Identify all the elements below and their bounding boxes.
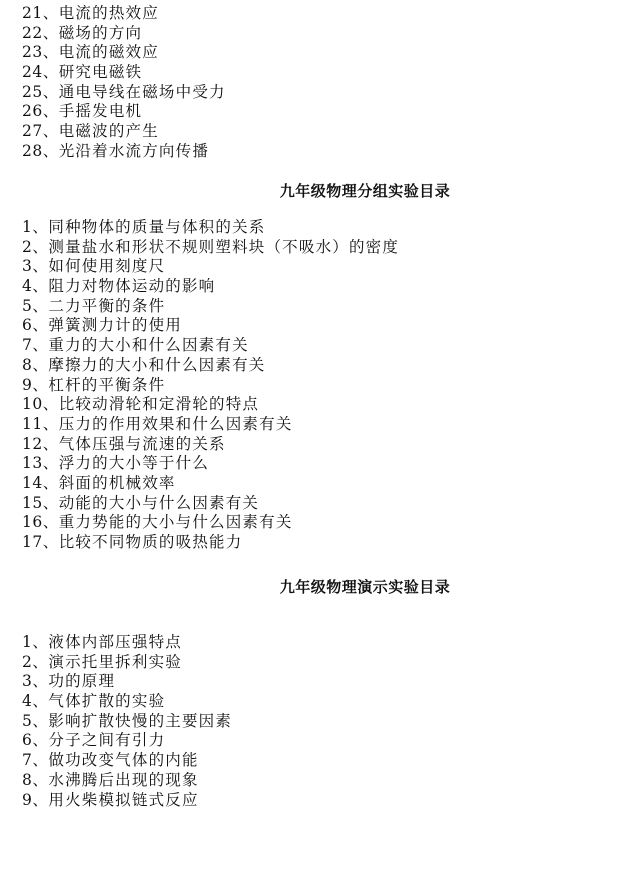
item-text: 气体扩散的实验	[48, 692, 166, 711]
item-number: 7	[22, 336, 33, 355]
list-item	[22, 771, 232, 791]
item-number: 12	[22, 434, 43, 453]
item-text: 光沿着水流方向传播	[58, 141, 210, 160]
item-separator: 、	[32, 770, 50, 789]
item-text: 磁场的方向	[58, 23, 143, 42]
item-separator: 、	[32, 296, 50, 315]
item-text: 浮力的大小等于什么	[58, 454, 210, 473]
item-text: 同种物体的质量与体积的关系	[48, 218, 266, 236]
item-separator: 、	[42, 141, 60, 160]
item-number: 14	[22, 473, 43, 492]
list-item	[22, 257, 399, 277]
list-item	[22, 277, 399, 297]
item-separator: 、	[32, 257, 50, 276]
item-number: 25	[22, 82, 43, 101]
item-text: 重力势能的大小与什么因素有关	[58, 513, 293, 532]
item-separator: 、	[42, 63, 60, 82]
item-separator: 、	[42, 122, 60, 141]
demo-experiments-list	[22, 633, 232, 810]
item-text: 测量盐水和形状不规则塑料块（不吸水）的密度	[48, 237, 400, 256]
item-text: 液体内部压强特点	[48, 633, 182, 651]
item-number: 28	[22, 141, 43, 160]
item-separator: 、	[32, 751, 50, 770]
item-number: 6	[22, 316, 33, 335]
item-separator: 、	[42, 4, 60, 22]
item-separator: 、	[32, 375, 50, 394]
item-number: 6	[22, 731, 33, 750]
list-item	[22, 672, 232, 692]
list-item	[22, 435, 399, 455]
list-item	[22, 376, 399, 396]
item-text: 影响扩散快慢的主要因素	[48, 711, 233, 730]
item-number: 9	[22, 790, 33, 809]
list-item	[22, 43, 226, 63]
list-item	[22, 316, 399, 336]
item-number: 11	[22, 414, 43, 433]
experiment-list-continued	[22, 4, 226, 162]
item-separator: 、	[32, 277, 50, 296]
item-text: 气体压强与流速的关系	[58, 434, 226, 453]
item-number: 2	[22, 237, 33, 256]
item-separator: 、	[32, 355, 50, 374]
item-separator: 、	[42, 102, 60, 121]
item-number: 9	[22, 375, 33, 394]
item-text: 阻力对物体运动的影响	[48, 277, 216, 296]
item-separator: 、	[32, 316, 50, 335]
list-item	[22, 4, 226, 24]
item-text: 重力的大小和什么因素有关	[48, 336, 249, 355]
item-number: 27	[22, 122, 43, 141]
group-experiments-list	[22, 218, 399, 553]
item-separator: 、	[42, 43, 60, 62]
item-text: 压力的作用效果和什么因素有关	[58, 414, 293, 433]
item-text: 手摇发电机	[58, 102, 143, 121]
item-number: 3	[22, 257, 33, 276]
item-number: 8	[22, 770, 33, 789]
list-item	[22, 692, 232, 712]
item-text: 用火柴模拟链式反应	[48, 790, 199, 809]
item-number: 22	[22, 23, 43, 42]
item-number: 17	[22, 533, 43, 551]
list-item	[22, 102, 226, 122]
item-number: 1	[22, 633, 33, 651]
item-number: 23	[22, 43, 43, 62]
list-item	[22, 791, 232, 811]
list-item	[22, 356, 399, 376]
list-item	[22, 513, 399, 533]
list-item	[22, 474, 399, 494]
list-item	[22, 218, 399, 238]
item-separator: 、	[42, 82, 60, 101]
item-separator: 、	[42, 414, 60, 433]
item-number: 21	[22, 4, 43, 22]
item-text: 比较动滑轮和定滑轮的特点	[58, 395, 260, 414]
list-item	[22, 454, 399, 474]
item-text: 斜面的机械效率	[58, 473, 176, 492]
item-separator: 、	[42, 513, 60, 532]
item-separator: 、	[32, 237, 50, 256]
item-number: 3	[22, 672, 33, 691]
item-text: 杠杆的平衡条件	[48, 375, 166, 394]
item-number: 26	[22, 102, 43, 121]
item-number: 15	[22, 493, 43, 512]
list-item	[22, 533, 399, 553]
list-item	[22, 24, 226, 44]
item-separator: 、	[32, 731, 50, 750]
list-item	[22, 653, 232, 673]
list-item	[22, 336, 399, 356]
list-item	[22, 83, 226, 103]
item-text: 电流的热效应	[58, 4, 159, 22]
item-separator: 、	[42, 493, 60, 512]
list-item	[22, 297, 399, 317]
list-item	[22, 63, 226, 83]
item-number: 16	[22, 513, 43, 532]
item-separator: 、	[32, 633, 50, 651]
item-text: 做功改变气体的内能	[48, 751, 199, 770]
item-text: 如何使用刻度尺	[48, 257, 166, 276]
item-number: 1	[22, 218, 33, 236]
item-separator: 、	[42, 434, 60, 453]
item-text: 演示托里拆利实验	[48, 652, 182, 671]
list-item	[22, 712, 232, 732]
item-text: 电磁波的产生	[58, 122, 159, 141]
item-separator: 、	[42, 23, 60, 42]
item-number: 5	[22, 296, 33, 315]
list-item	[22, 633, 232, 653]
item-number: 13	[22, 454, 43, 473]
list-item	[22, 494, 399, 514]
item-separator: 、	[32, 218, 50, 236]
list-item	[22, 395, 399, 415]
item-separator: 、	[32, 652, 50, 671]
item-separator: 、	[42, 395, 60, 414]
item-separator: 、	[32, 790, 50, 809]
list-item	[22, 415, 399, 435]
item-separator: 、	[32, 672, 50, 691]
item-text: 研究电磁铁	[58, 63, 143, 82]
item-text: 功的原理	[48, 672, 116, 691]
item-number: 24	[22, 63, 43, 82]
item-number: 7	[22, 751, 33, 770]
item-text: 分子之间有引力	[48, 731, 166, 750]
list-item	[22, 122, 226, 142]
item-text: 电流的磁效应	[58, 43, 159, 62]
item-number: 2	[22, 652, 33, 671]
group-experiments-heading: 九年级物理分组实验目录	[279, 182, 451, 200]
list-item	[22, 751, 232, 771]
item-text: 摩擦力的大小和什么因素有关	[48, 355, 266, 374]
item-text: 比较不同物质的吸热能力	[58, 533, 243, 551]
item-separator: 、	[42, 473, 60, 492]
item-text: 二力平衡的条件	[48, 296, 166, 315]
item-number: 10	[22, 395, 43, 414]
item-number: 4	[22, 277, 33, 296]
item-text: 弹簧测力计的使用	[48, 316, 182, 335]
item-separator: 、	[42, 454, 60, 473]
item-text: 水沸腾后出现的现象	[48, 770, 199, 789]
item-number: 4	[22, 692, 33, 711]
list-item	[22, 142, 226, 162]
item-separator: 、	[42, 533, 60, 551]
item-number: 8	[22, 355, 33, 374]
item-separator: 、	[32, 692, 50, 711]
item-text: 通电导线在磁场中受力	[58, 82, 226, 101]
demo-experiments-heading: 九年级物理演示实验目录	[279, 578, 451, 596]
item-text: 动能的大小与什么因素有关	[58, 493, 260, 512]
list-item	[22, 731, 232, 751]
item-separator: 、	[32, 711, 50, 730]
item-number: 5	[22, 711, 33, 730]
list-item	[22, 238, 399, 258]
item-separator: 、	[32, 336, 50, 355]
